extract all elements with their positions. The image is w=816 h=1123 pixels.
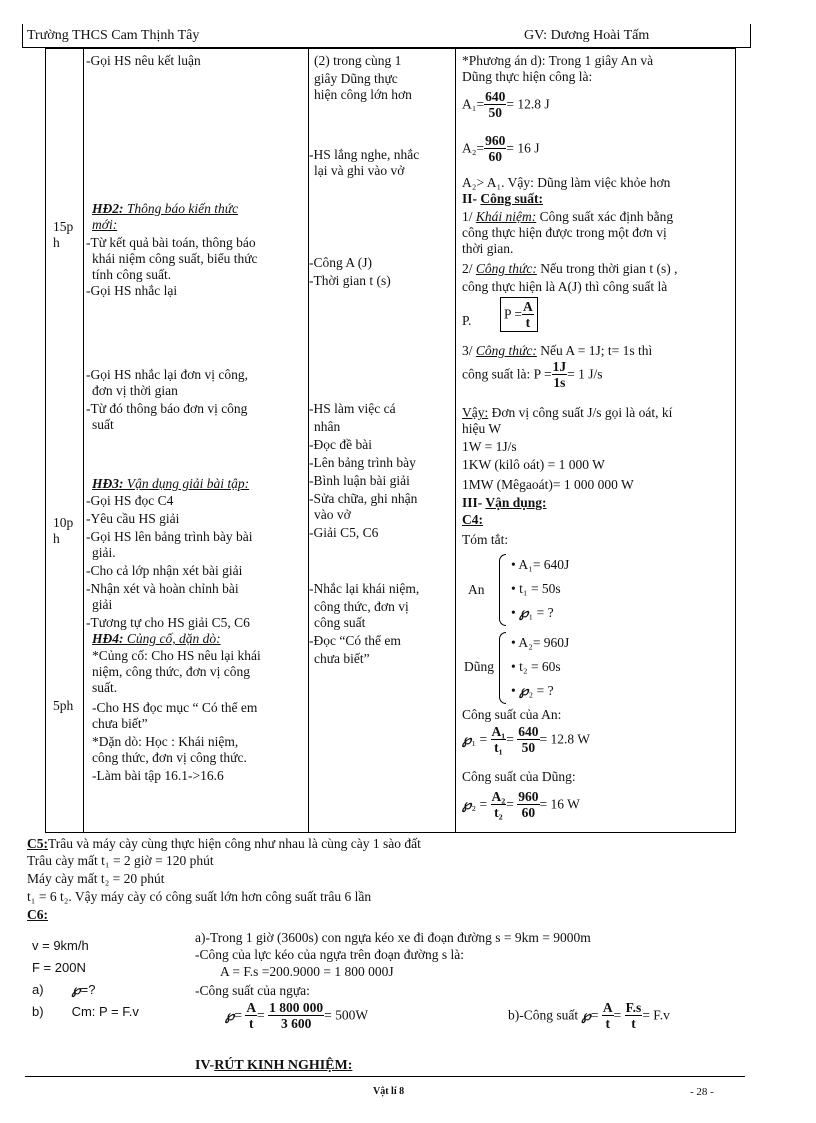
student-line: -Đọc đề bài	[309, 437, 372, 452]
hd4-heading: HĐ4: Củng cố, dặn dò:	[92, 631, 221, 646]
teacher-line: giải.	[92, 545, 116, 560]
teacher-line: *Củng cố: Cho HS nêu lại khái	[92, 648, 261, 663]
dung-given: • ℘₂ = ?	[511, 683, 554, 698]
teacher-line: -Gọi HS nhắc lại	[86, 283, 178, 298]
vay-line: Vậy: Đơn vị công suất J/s gọi là oát, kí	[462, 405, 673, 420]
teacher-line: giải	[92, 597, 113, 612]
content-line: hiệu W	[462, 421, 502, 436]
content-line: P.	[462, 313, 472, 328]
teacher-line: niệm, công thức, đơn vị công	[92, 664, 251, 679]
teacher-line: -Gọi HS đọc C4	[86, 493, 174, 508]
teacher-line: -Làm bài tập 16.1->16.6	[92, 768, 224, 783]
c6-solution-line: -Công của lực kéo của ngựa trên đoạn đường s là:	[195, 947, 465, 962]
formula-a1: A₁= $\frac{640}{50}$ = 12.8 J	[462, 89, 550, 120]
student-line: -Thời gian t (s)	[309, 273, 391, 288]
student-line: chưa biết”	[314, 651, 370, 666]
an-given: • t₁ = 50s	[511, 581, 561, 596]
teacher-line: -Từ kết quả bài toán, thông báo	[86, 235, 256, 250]
c6-power-formula: ℘= $\frac{A}{t}$ = $\frac{1 800 000}{3 600}$ = 500W	[225, 1000, 369, 1031]
c5-line3: Máy cày mất t₂ = 20 phút	[27, 871, 165, 886]
student-activity-column	[309, 49, 456, 833]
power-formula-box: P = $\frac{A}{t}$	[500, 297, 538, 332]
an-given: • ℘₁ = ?	[511, 605, 554, 620]
hd3-heading: HĐ3: Vận dụng giải bài tập:	[92, 476, 250, 491]
student-line: nhân	[314, 419, 341, 434]
content-column	[456, 49, 736, 833]
content-line: thời gian.	[462, 241, 514, 256]
an-label: An	[468, 582, 485, 597]
c5-line2: Trâu cày mất t₁ = 2 giờ = 120 phút	[27, 853, 214, 868]
teacher-line: suất.	[92, 680, 118, 695]
c6-proof-formula: b)-Công suất ℘= $\frac{A}{t}$ = $\frac{F.s}{t}$ = F.v	[508, 1000, 670, 1031]
cong-thuc-line: 2/ Công thức: Nếu trong thời gian t (s) ,	[462, 261, 678, 276]
time-hd2: 15p	[53, 219, 74, 234]
student-line: -Công A (J)	[309, 255, 373, 270]
dung-given: • t₂ = 60s	[511, 659, 561, 674]
c4-label: C4:	[462, 512, 483, 527]
header-frame-left	[22, 24, 23, 48]
an-given: • A₁= 640J	[511, 557, 570, 572]
content-line: *Phương án d): Trong 1 giây An và	[462, 53, 654, 68]
teacher-line: -Yêu cầu HS giải	[86, 511, 180, 526]
c5-line1: C5:Trâu và máy cày cùng thực hiện công như nhau là cùng cày 1 sào đất	[27, 836, 421, 851]
student-line: -Bình luận bài giải	[309, 473, 410, 488]
content-line: 1KW (kilô oát) = 1 000 W	[462, 457, 605, 472]
c6-solution-line: -Công suất của ngựa:	[195, 983, 310, 998]
student-line: -HS làm việc cá	[309, 401, 396, 416]
content-line: Công suất của An:	[462, 707, 562, 722]
teacher-line: -Gọi HS nêu kết luận	[86, 53, 201, 68]
student-line: giây Dũng thực	[314, 71, 398, 86]
c6-label: C6:	[27, 907, 48, 922]
teacher-line: -Từ đó thông báo đơn vị công	[86, 401, 248, 416]
student-line: lại và ghi vào vở	[314, 163, 405, 178]
c6-given-v: v = 9km/h	[32, 938, 89, 953]
teacher-line: tính công suất.	[92, 267, 172, 282]
student-line: -Sửa chữa, ghi nhận	[309, 491, 418, 506]
c6-given-f: F = 200N	[32, 960, 86, 975]
header-frame-right	[750, 24, 751, 48]
content-line: Dũng thực hiện công là:	[462, 69, 593, 84]
teacher-line: -Cho cả lớp nhận xét bài giải	[86, 563, 243, 578]
student-line: -Giải C5, C6	[309, 525, 379, 540]
an-brace	[499, 554, 506, 626]
footer-line	[25, 1076, 745, 1077]
hd2-heading-cont: mới:	[92, 217, 118, 232]
content-line: A₂> A₁. Vậy: Dũng làm việc khỏe hơn	[462, 175, 671, 190]
dung-label: Dũng	[464, 659, 494, 674]
teacher-line: *Dặn dò: Học : Khái niệm,	[92, 734, 239, 749]
student-line: -Lên bảng trình bày	[309, 455, 416, 470]
formula-p2: ℘₂ = $\frac{\text{A₂}}{\text{t₂}}$ = $\frac{960}{60}$ = 16 W	[462, 789, 580, 820]
c6-part-b: b) Cm: P = F.v	[32, 1004, 139, 1019]
c5-line4: t₁ = 6 t₂. Vậy máy cày có công suất lớn hơn công suất trâu 6 lần	[27, 889, 372, 904]
teacher-line: -Gọi HS lên bảng trình bày bài	[86, 529, 253, 544]
section-iii-heading: III- Vận dụng:	[462, 495, 547, 510]
content-line: Công suất của Dũng:	[462, 769, 576, 784]
c6-part-a: a) ℘=?	[32, 982, 96, 997]
lesson-table	[45, 48, 736, 833]
teacher-line: đơn vị thời gian	[92, 383, 178, 398]
hd2-heading: HĐ2: Thông báo kiến thức	[92, 201, 239, 216]
time-hd4: 5ph	[53, 698, 74, 713]
header-school: Trường THCS Cam Thịnh Tây	[27, 28, 200, 43]
dung-given: • A₂= 960J	[511, 635, 570, 650]
dung-brace	[499, 632, 506, 704]
student-line: -HS lắng nghe, nhắc	[309, 147, 420, 162]
teacher-line: -Tương tự cho HS giải C5, C6	[86, 615, 250, 630]
formula-a2: A₂= $\frac{960}{60}$ = 16 J	[462, 133, 540, 164]
tom-tat: Tóm tắt:	[462, 532, 509, 547]
student-line: công suất	[314, 615, 366, 630]
student-line: (2) trong cùng 1	[314, 53, 402, 68]
khai-niem-line: 1/ Khái niệm: Công suất xác định bằng	[462, 209, 674, 224]
teacher-line: chưa biết”	[92, 716, 148, 731]
c6-solution-line: A = F.s =200.9000 = 1 800 000J	[220, 964, 394, 979]
section-ii-heading: II- Công suất:	[462, 191, 544, 206]
student-line: vào vở	[314, 507, 351, 522]
teacher-line: -Nhận xét và hoàn chỉnh bài	[86, 581, 239, 596]
student-line: -Nhắc lại khái niệm,	[309, 581, 420, 596]
student-line: hiện công lớn hơn	[314, 87, 412, 102]
time-hd2-unit: h	[53, 235, 60, 250]
time-hd3: 10p	[53, 515, 74, 530]
footer-subject: Vật lí 8	[373, 1086, 405, 1097]
teacher-activity-column	[84, 49, 309, 833]
teacher-line: công thức, đơn vị công thức.	[92, 750, 247, 765]
formula-p1: ℘₁ = $\frac{\text{A₁}}{\text{t₁}}$ = $\frac{640}{50}$ = 12.8 W	[462, 724, 591, 755]
content-line: 1MW (Mêgaoát)= 1 000 000 W	[462, 477, 634, 492]
student-line: công thức, đơn vị	[314, 599, 409, 614]
cong-thuc-3-line: 3/ Công thức: Nếu A = 1J; t= 1s thì	[462, 343, 653, 358]
student-line: -Đọc “Có thể em	[309, 633, 401, 648]
teacher-line: khái niệm công suất, biểu thức	[92, 251, 258, 266]
teacher-line: suất	[92, 417, 114, 432]
time-hd3-unit: h	[53, 531, 60, 546]
footer-page-number: - 28 -	[690, 1086, 714, 1098]
c6-solution-line: a)-Trong 1 giờ (3600s) con ngựa kéo xe đi đoạn đường s = 9km = 9000m	[195, 930, 591, 945]
content-line: công thực hiện là A(J) thì công suất là	[462, 279, 668, 294]
content-line: 1W = 1J/s	[462, 439, 517, 454]
teacher-line: -Gọi HS nhắc lại đơn vị công,	[86, 367, 248, 382]
section-iv-heading: IV-RÚT KINH NGHIỆM:	[195, 1058, 353, 1073]
content-line: công thực hiện được trong một đơn vị	[462, 225, 667, 240]
unit-formula: công suất là: P = $\frac{1J}{1s}$ = 1 J/s	[462, 359, 603, 390]
teacher-line: -Cho HS đọc mục “ Có thể em	[92, 700, 258, 715]
header-teacher: GV: Dương Hoài Tấm	[524, 28, 650, 43]
time-column	[46, 49, 84, 833]
